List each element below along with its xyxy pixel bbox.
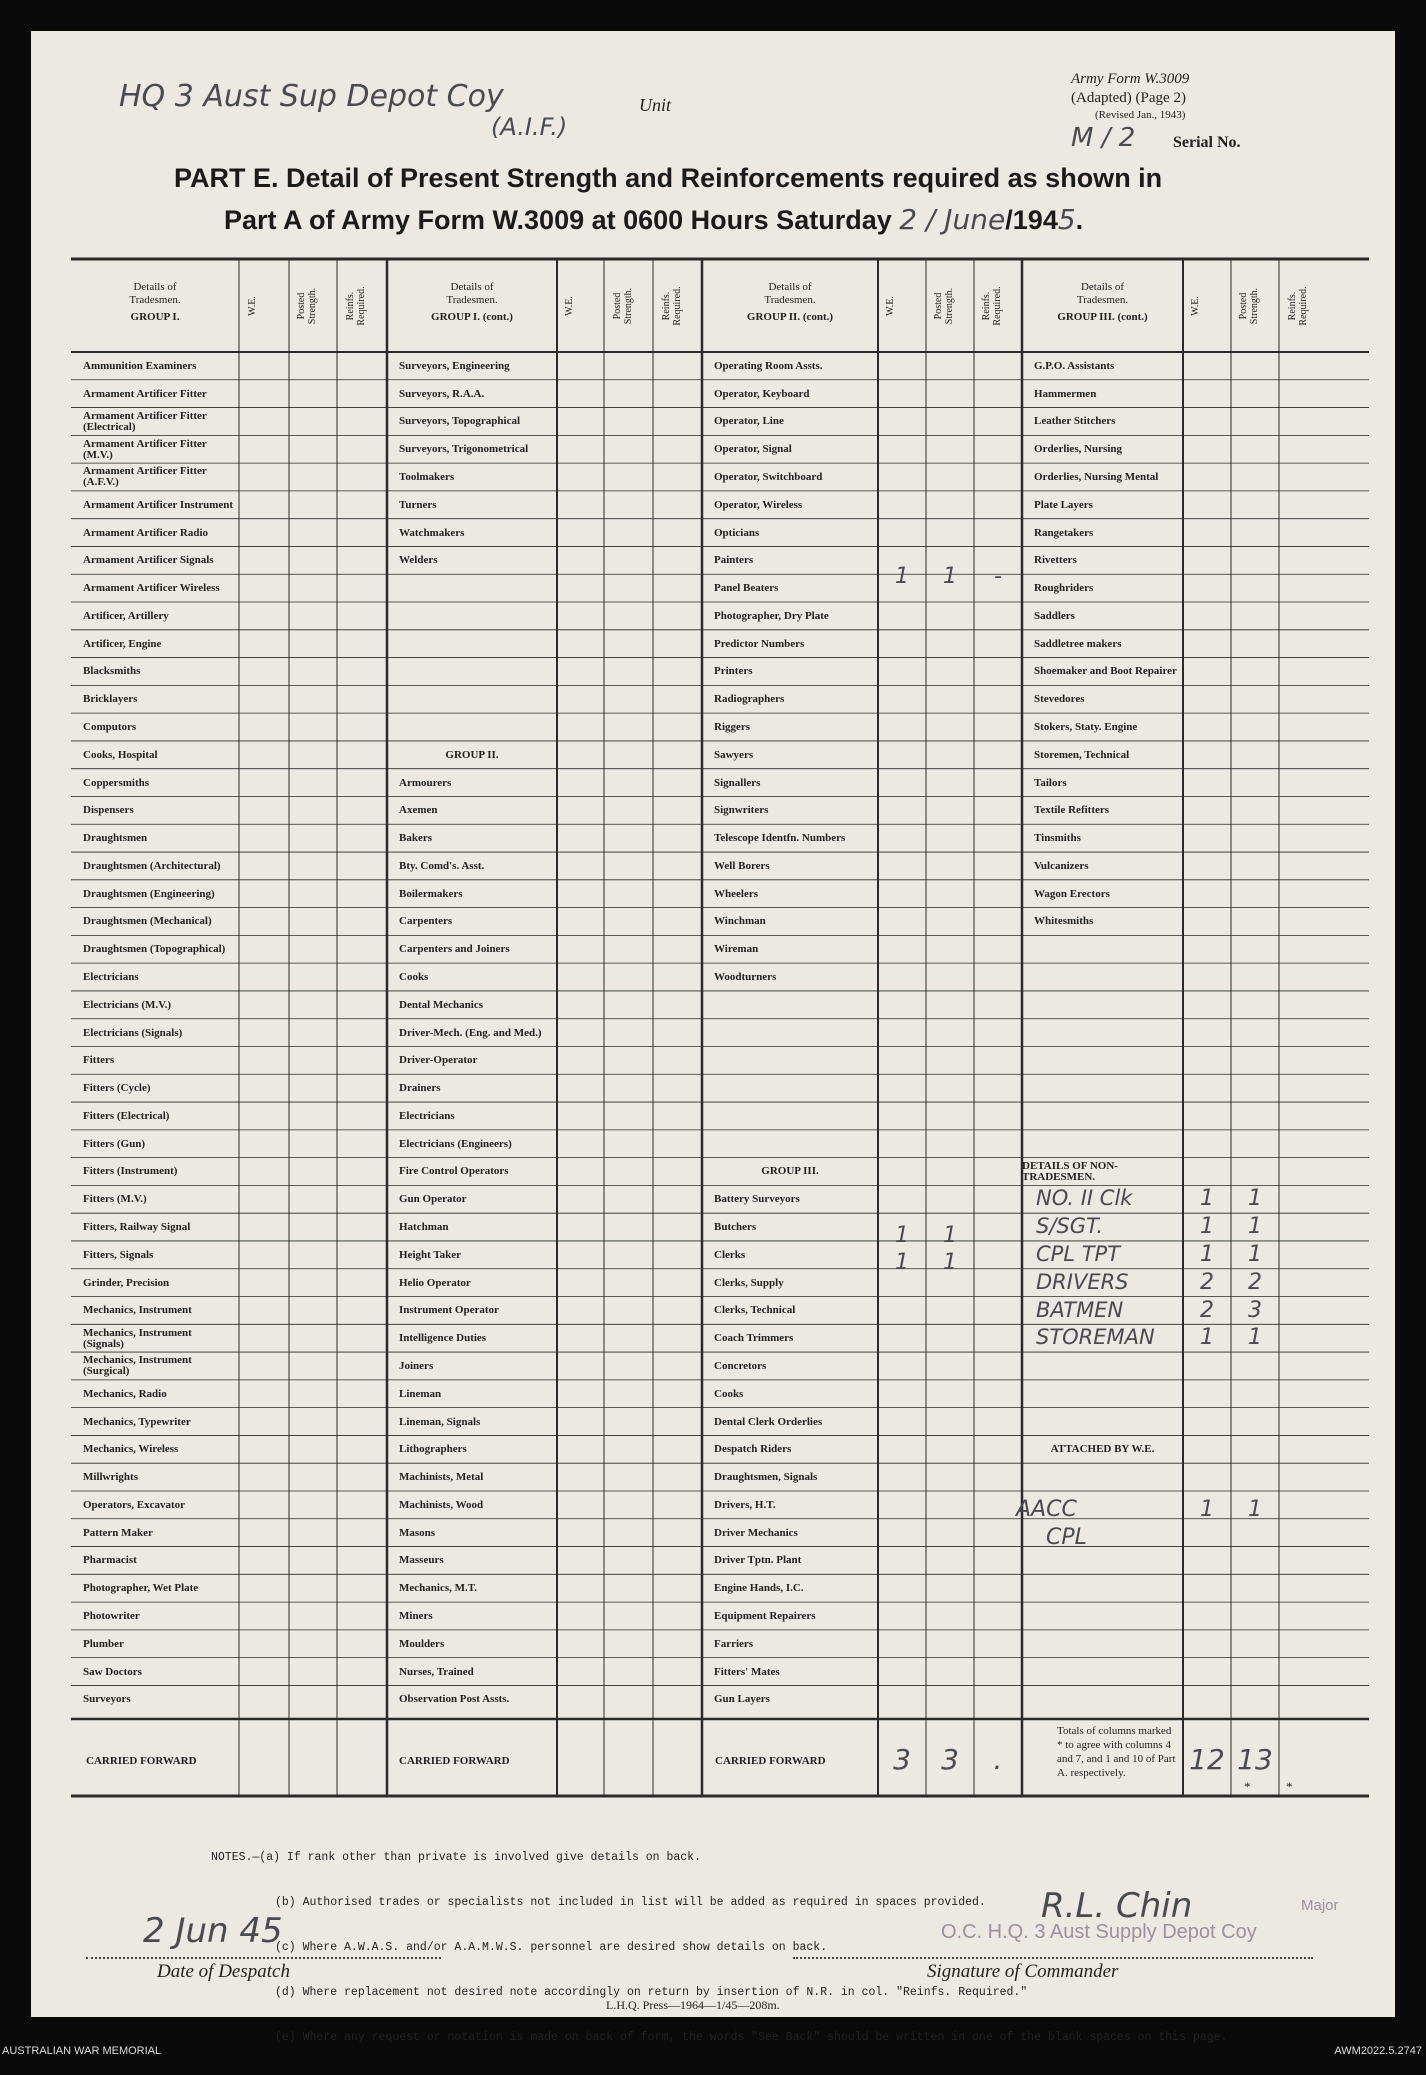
trade-label: Operator, Wireless [714, 498, 803, 511]
trade-label: Farriers [714, 1637, 754, 1650]
trade-label: Electricians [399, 1109, 455, 1122]
trade-label: Panel Beaters [714, 582, 779, 595]
trade-label: Tinsmiths [1034, 832, 1081, 845]
non-tradesman-we: 1 [1200, 1186, 1214, 1212]
group-header-text: GROUP I. (cont.) [431, 311, 513, 323]
trade-label: Mechanics, M.T. [399, 1582, 478, 1595]
trade-label: Saddlers [1034, 609, 1075, 622]
stamp-text: O.C. H.Q. 3 Aust Supply Depot Coy [941, 1921, 1257, 1943]
trade-label: Vulcanizers [1034, 859, 1089, 872]
total-group-posted: 3 [941, 1743, 959, 1776]
trade-label: Surveyors [83, 1693, 131, 1706]
title-year: /194 [1005, 205, 1058, 235]
serial-handwritten: M / 2 [1071, 123, 1136, 153]
trade-label: Artificer, Engine [83, 637, 162, 650]
trade-label: Stokers, Staty. Engine [1034, 721, 1138, 733]
trade-label: Drivers, H.T. [714, 1498, 776, 1511]
non-tradesman-we: 2 [1200, 1297, 1214, 1323]
trade-label: Surveyors, Engineering [399, 359, 510, 372]
trade-label: Radiographers [714, 693, 785, 706]
trade-label: Armament Artificer Fitter (Electrical) [83, 409, 207, 433]
title-line-1: PART E. Detail of Present Strength and Reinforcements required as shown in [174, 163, 1163, 193]
non-tradesman-posted: 1 [1248, 1325, 1262, 1351]
non-tradesman-label: DRIVERS [1036, 1269, 1129, 1294]
non-tradesman-label: S/SGT. [1036, 1214, 1104, 1239]
non-tradesman-posted: 1 [1248, 1241, 1262, 1267]
trade-label: Boilermakers [399, 887, 463, 900]
section-heading: ATTACHED BY W.E. [1050, 1443, 1155, 1456]
trade-label: Storemen, Technical [1034, 748, 1130, 761]
trade-label: Saddletree makers [1034, 637, 1122, 650]
trade-label: Stevedores [1034, 693, 1085, 706]
we-header-word: W.E. [247, 295, 258, 316]
posted-header [933, 266, 967, 346]
printer-line: L.H.Q. Press—1964—1/45—208m. [606, 1998, 780, 2012]
trade-label: Driver Tptn. Plant [714, 1554, 802, 1567]
trade-label: Armourers [399, 776, 452, 789]
trade-label: Fire Control Operators [399, 1165, 509, 1178]
note-e: (e) Where any request or notation is made on back of form, the words "See Back" should be written in one of the blank spaces on this page. [275, 2031, 1228, 2044]
trade-label: Hatchman [399, 1221, 449, 1234]
painters-posted: 1 [943, 564, 957, 589]
trade-label: Wireman [714, 943, 759, 956]
note-head: NOTES.—(a) If rank other than private is involved give details on back. [211, 1851, 701, 1864]
trade-label: Signwriters [714, 804, 769, 817]
unit-label: Unit [639, 95, 672, 115]
trade-label: Fitters (M.V.) [83, 1193, 147, 1206]
trade-label: Gun Operator [399, 1193, 467, 1206]
trade-label: Telescope Identfn. Numbers [714, 832, 846, 845]
trade-label: Painters [714, 554, 754, 567]
totals-star-1: * [1244, 1779, 1251, 1794]
reinfs-header-word: Reinfs. [1287, 291, 1298, 320]
we-header [564, 266, 598, 346]
trade-label: Butchers [714, 1221, 757, 1234]
note-c: (c) Where A.W.A.S. and/or A.A.M.W.S. personnel are desired show details on back. [275, 1941, 828, 1954]
trade-label: Concretors [714, 1359, 767, 1372]
trade-label: Cooks [714, 1387, 744, 1400]
we-header [885, 266, 919, 346]
reinfs-header-word: Required. [671, 285, 683, 326]
form-revised: (Revised Jan., 1943) [1095, 109, 1186, 121]
trade-label: Plumber [83, 1637, 124, 1650]
form-name: Army Form W.3009 [1071, 71, 1190, 87]
trade-label: Bty. Comd's. Asst. [399, 859, 485, 872]
trade-label: Photowriter [83, 1609, 140, 1622]
trade-label: Masseurs [399, 1554, 444, 1567]
trade-label: Fitters' Mates [714, 1665, 780, 1678]
reinfs-header-word: Required. [1298, 285, 1309, 326]
trade-label: Miners [399, 1609, 433, 1622]
trade-label: Draughtsmen (Engineering) [83, 887, 215, 900]
attached-label-2: CPL [1046, 1525, 1087, 1550]
reinfs-header-word: Required. [356, 285, 367, 326]
trade-label: Fitters (Instrument) [83, 1165, 178, 1178]
total-posted: 13 [1237, 1743, 1273, 1776]
archive-left: AUSTRALIAN WAR MEMORIAL [2, 2045, 162, 2057]
non-tradesman-we: 1 [1200, 1241, 1214, 1267]
non-tradesman-posted: 1 [1248, 1186, 1262, 1212]
trade-label: Clerks, Technical [714, 1304, 796, 1317]
trade-label: Mechanics, Instrument [83, 1304, 192, 1317]
posted-header-word: Strength. [622, 287, 634, 324]
unit-handwritten: HQ 3 Aust Sup Depot Coy [119, 79, 504, 114]
total-we: 12 [1189, 1743, 1225, 1776]
trade-label: Dental Mechanics [399, 998, 484, 1011]
butchers-posted: 1 [943, 1223, 957, 1248]
trade-label: Sawyers [714, 748, 754, 761]
trade-label: Surveyors, R.A.A. [399, 387, 485, 400]
non-tradesman-posted: 3 [1248, 1297, 1262, 1323]
trade-label: Driver Mechanics [714, 1526, 798, 1539]
trade-label: Carpenters [399, 915, 453, 928]
trade-label: Clerks, Supply [714, 1276, 784, 1289]
trade-label: Photographer, Wet Plate [83, 1582, 199, 1595]
trade-label: Rivetters [1034, 554, 1077, 567]
trade-label: Draughtsmen [83, 832, 148, 845]
trade-label: Observation Post Assts. [399, 1693, 510, 1706]
trade-label: Welders [399, 554, 438, 567]
trade-label: Clerks [714, 1248, 746, 1261]
trade-label: Drainers [399, 1082, 441, 1095]
trade-label: Textile Refitters [1034, 804, 1110, 817]
archive-right: AWM2022.5.2747 [1334, 2045, 1422, 2057]
trade-label: Driver-Operator [399, 1054, 478, 1067]
posted-header-word: Strength. [944, 287, 955, 324]
non-tradesman-label: NO. II Clk [1036, 1186, 1133, 1211]
trade-label: Electricians (Signals) [83, 1026, 183, 1039]
posted-header-word: Posted [1238, 292, 1249, 319]
title-end: . [1075, 205, 1084, 235]
trade-label: Cooks [399, 971, 429, 984]
trade-label: Blacksmiths [83, 665, 141, 678]
details-header-text: Details of Tradesmen. [1076, 281, 1129, 306]
form-sheet [31, 31, 1395, 2044]
carried-forward-3: CARRIED FORWARD [715, 1756, 826, 1767]
trade-label: Roughriders [1034, 582, 1094, 595]
trade-label: Wheelers [714, 887, 758, 900]
trade-label: Draughtsmen, Signals [714, 1471, 818, 1484]
trade-label: Opticians [714, 526, 760, 539]
trade-label: Artificer, Artillery [83, 609, 169, 622]
trade-label: Lineman, Signals [399, 1415, 481, 1428]
carried-forward-1: CARRIED FORWARD [86, 1756, 197, 1767]
trade-label: Woodturners [714, 971, 777, 984]
reinfs-header-word: Reinfs. [981, 291, 992, 320]
posted-header-word: Strength. [307, 287, 318, 324]
non-tradesman-label: STOREMAN [1036, 1325, 1155, 1350]
trade-label: Pharmacist [83, 1554, 137, 1567]
section-heading: GROUP III. [761, 1165, 819, 1178]
non-tradesman-posted: 2 [1248, 1269, 1262, 1295]
trade-label: Whitesmiths [1034, 915, 1094, 928]
trade-label: Mechanics, Instrument (Surgical) [83, 1354, 192, 1378]
reinfs-header-word: Required. [992, 285, 1003, 326]
trade-label: Coppersmiths [83, 776, 150, 789]
non-tradesman-we: 1 [1200, 1325, 1214, 1351]
trade-label: Armament Artificer Signals [83, 554, 214, 567]
trade-label: Fitters (Electrical) [83, 1109, 170, 1122]
trade-label: Driver-Mech. (Eng. and Med.) [399, 1026, 542, 1039]
reinfs-header [345, 266, 379, 346]
title-year-handwritten: 5 [1057, 203, 1076, 236]
trade-label: Printers [714, 665, 753, 678]
non-tradesman-posted: 1 [1248, 1214, 1262, 1240]
trade-label: Bakers [399, 832, 432, 845]
posted-header [612, 266, 646, 346]
reinfs-header-word: Reinfs. [660, 291, 672, 320]
trade-label: Engine Hands, I.C. [714, 1582, 804, 1595]
butchers-we: 1 [895, 1223, 909, 1248]
trade-label: Equipment Repairers [714, 1609, 816, 1622]
total-group-we: 3 [893, 1743, 911, 1776]
trade-label: Operating Room Assts. [714, 359, 823, 372]
trade-label: Cooks, Hospital [83, 748, 158, 761]
trade-label: Signallers [714, 776, 761, 789]
trade-label: Machinists, Wood [399, 1498, 484, 1511]
date-label: Date of Despatch [157, 1961, 290, 1982]
trade-label: Electricians (Engineers) [399, 1137, 512, 1150]
trade-label: Operators, Excavator [83, 1498, 186, 1511]
total-group-reinfs: . [993, 1743, 1003, 1776]
trade-label: Armament Artificer Fitter (M.V.) [83, 437, 207, 461]
trade-label: Toolmakers [399, 470, 455, 483]
we-header-word: W.E. [885, 295, 896, 316]
details-header-text: Details of Tradesmen. [764, 281, 816, 306]
totals-star-2: * [1286, 1779, 1293, 1794]
trade-label: Rangetakers [1034, 526, 1094, 539]
trade-label: Armament Artificer Wireless [83, 582, 220, 595]
trade-label: Grinder, Precision [83, 1276, 170, 1289]
attached-label-1: AACC [1016, 1497, 1077, 1522]
trade-label: Fitters (Cycle) [83, 1082, 151, 1095]
title-date-handwritten: 2 / June [899, 203, 1006, 236]
group-header-text: GROUP III. (cont.) [1057, 311, 1148, 323]
trade-label: Turners [399, 498, 437, 511]
posted-header-word: Posted [296, 292, 307, 319]
trade-label: Armament Artificer Instrument [83, 498, 234, 511]
trade-label: Height Taker [399, 1248, 462, 1261]
trade-label: Plate Layers [1034, 498, 1093, 511]
non-tradesman-label: BATMEN [1036, 1297, 1124, 1322]
trade-label: Operator, Switchboard [714, 470, 823, 483]
trade-label: Photographer, Dry Plate [714, 609, 829, 622]
trade-label: Mechanics, Typewriter [83, 1415, 191, 1428]
trade-label: Intelligence Duties [399, 1332, 487, 1345]
trade-label: Electricians (M.V.) [83, 998, 172, 1011]
trade-label: Orderlies, Nursing Mental [1034, 470, 1159, 483]
reinfs-header [1287, 266, 1321, 346]
serial-label: Serial No. [1173, 134, 1241, 151]
clerks-we: 1 [895, 1250, 909, 1275]
trade-label: Armament Artificer Fitter [83, 387, 207, 400]
reinfs-header [661, 266, 695, 346]
trade-label: Draughtsmen (Topographical) [83, 943, 226, 956]
trade-label: Dental Clerk Orderlies [714, 1415, 823, 1428]
trade-label: Lineman [399, 1387, 442, 1400]
reinfs-header-word: Reinfs. [345, 291, 356, 320]
trade-label: Surveyors, Trigonometrical [399, 443, 529, 456]
trade-label: Bricklayers [83, 693, 138, 706]
attached-we: 1 [1200, 1497, 1214, 1522]
trade-label: Leather Stitchers [1034, 415, 1116, 428]
we-header [1190, 266, 1224, 346]
stamp-rank: Major [1301, 1897, 1339, 1914]
non-tradesman-label: CPL TPT [1036, 1241, 1121, 1266]
trade-label: Machinists, Metal [399, 1471, 484, 1484]
note-b: (b) Authorised trades or specialists not included in list will be added as required in spaces provided. [275, 1896, 986, 1909]
non-tradesman-we: 2 [1200, 1269, 1214, 1295]
trade-label: Fitters, Railway Signal [83, 1221, 191, 1234]
trade-label: Armament Artificer Radio [83, 526, 209, 539]
trade-label: Saw Doctors [83, 1665, 142, 1678]
trade-label: Nurses, Trained [399, 1665, 474, 1678]
reinfs-header [981, 266, 1015, 346]
trade-label: Mechanics, Instrument (Signals) [83, 1326, 192, 1350]
group-header-text: GROUP I. [130, 311, 180, 323]
trade-label: Draughtsmen (Mechanical) [83, 915, 212, 928]
trade-label: Orderlies, Nursing [1034, 443, 1122, 456]
posted-header [1238, 266, 1272, 346]
trade-label: Surveyors, Topographical [399, 415, 521, 428]
date-line [86, 1957, 441, 1959]
title-line-2-text: Part A of Army Form W.3009 at 0600 Hours Saturday [224, 205, 892, 235]
trade-label: Mechanics, Wireless [83, 1443, 179, 1456]
trade-label: Moulders [399, 1637, 445, 1650]
trade-label: Fitters [83, 1054, 115, 1067]
trade-label: Millwrights [83, 1471, 138, 1484]
trade-label: Operator, Line [714, 415, 784, 428]
group-header-text: GROUP II. (cont.) [746, 311, 834, 323]
despatch-date-handwritten: 2 Jun 45 [143, 1911, 283, 1951]
trade-label: Armament Artificer Fitter (A.F.V.) [83, 465, 207, 489]
form-adapted: (Adapted) (Page 2) [1071, 90, 1186, 106]
trade-label: Helio Operator [399, 1276, 471, 1289]
details-header [71, 281, 239, 324]
trade-label: Electricians [83, 971, 139, 984]
signature-label: Signature of Commander [927, 1961, 1119, 1982]
trade-label: Hammermen [1034, 387, 1097, 400]
details-header [702, 281, 878, 324]
trade-label: Masons [399, 1526, 436, 1539]
trade-label: Wagon Erectors [1034, 887, 1110, 900]
signature-handwritten: R.L. Chin [1041, 1886, 1193, 1926]
details-header [387, 281, 557, 324]
posted-header-word: Posted [933, 292, 944, 319]
section-heading: GROUP II. [445, 748, 499, 761]
signature-line [793, 1957, 1313, 1959]
we-header-word: W.E. [563, 295, 575, 316]
trade-label: Lithographers [399, 1443, 467, 1456]
trade-label: Dispensers [83, 804, 134, 817]
carried-forward-2: CARRIED FORWARD [399, 1756, 510, 1767]
we-header-word: W.E. [1190, 295, 1201, 316]
trade-label: Gun Layers [714, 1693, 770, 1706]
trade-label: Draughtsmen (Architectural) [83, 859, 221, 872]
details-header [1022, 281, 1183, 324]
trade-label: Pattern Maker [83, 1526, 153, 1539]
trade-label: Fitters, Signals [83, 1248, 154, 1261]
trade-label: Tailors [1034, 776, 1067, 789]
trade-label: G.P.O. Assistants [1034, 359, 1115, 372]
non-tradesman-we: 1 [1200, 1214, 1214, 1240]
notes-block [211, 1820, 1227, 2075]
trade-label: Winchman [714, 915, 766, 928]
trade-label: Riggers [714, 721, 751, 733]
posted-header-word: Strength. [1249, 287, 1260, 324]
trade-label: Mechanics, Radio [83, 1387, 167, 1400]
trade-label: Despatch Riders [714, 1443, 792, 1456]
details-header-text: Details of Tradesmen. [446, 281, 498, 306]
trade-label: Computors [83, 721, 137, 733]
details-header-text: Details of Tradesmen. [129, 281, 181, 306]
we-header [247, 266, 281, 346]
section-heading: DETAILS OF NON-TRADESMEN. [1022, 1159, 1118, 1183]
unit-sub-handwritten: (A.I.F.) [491, 113, 568, 141]
clerks-posted: 1 [943, 1250, 957, 1275]
painters-reinfs: - [994, 564, 1002, 589]
trade-label: Battery Surveyors [714, 1193, 800, 1206]
note-d: (d) Where replacement not desired note accordingly on return by insertion of N.R. in col. "Reinfs. Required." [275, 1986, 1028, 1999]
trade-label: Shoemaker and Boot Repairer [1034, 665, 1177, 678]
trade-label: Fitters (Gun) [83, 1137, 146, 1150]
trade-label: Joiners [399, 1359, 434, 1372]
trade-label: Ammunition Examiners [83, 359, 197, 372]
totals-note: Totals of columns marked * to agree with columns 4 and 7, and 1 and 10 of Part A. respectively. [1057, 1725, 1176, 1779]
attached-posted: 1 [1248, 1497, 1262, 1522]
posted-header [296, 266, 330, 346]
trade-label: Instrument Operator [399, 1304, 499, 1317]
trade-label: Well Borers [714, 859, 770, 872]
trade-label: Axemen [399, 804, 438, 817]
trade-label: Coach Trimmers [714, 1332, 794, 1345]
painters-we: 1 [895, 564, 909, 589]
trade-label: Operator, Signal [714, 443, 792, 456]
trade-label: Predictor Numbers [714, 637, 805, 650]
trade-label: Carpenters and Joiners [399, 943, 510, 956]
trade-label: Watchmakers [399, 526, 465, 539]
trade-label: Operator, Keyboard [714, 387, 810, 400]
posted-header-word: Posted [611, 292, 623, 319]
